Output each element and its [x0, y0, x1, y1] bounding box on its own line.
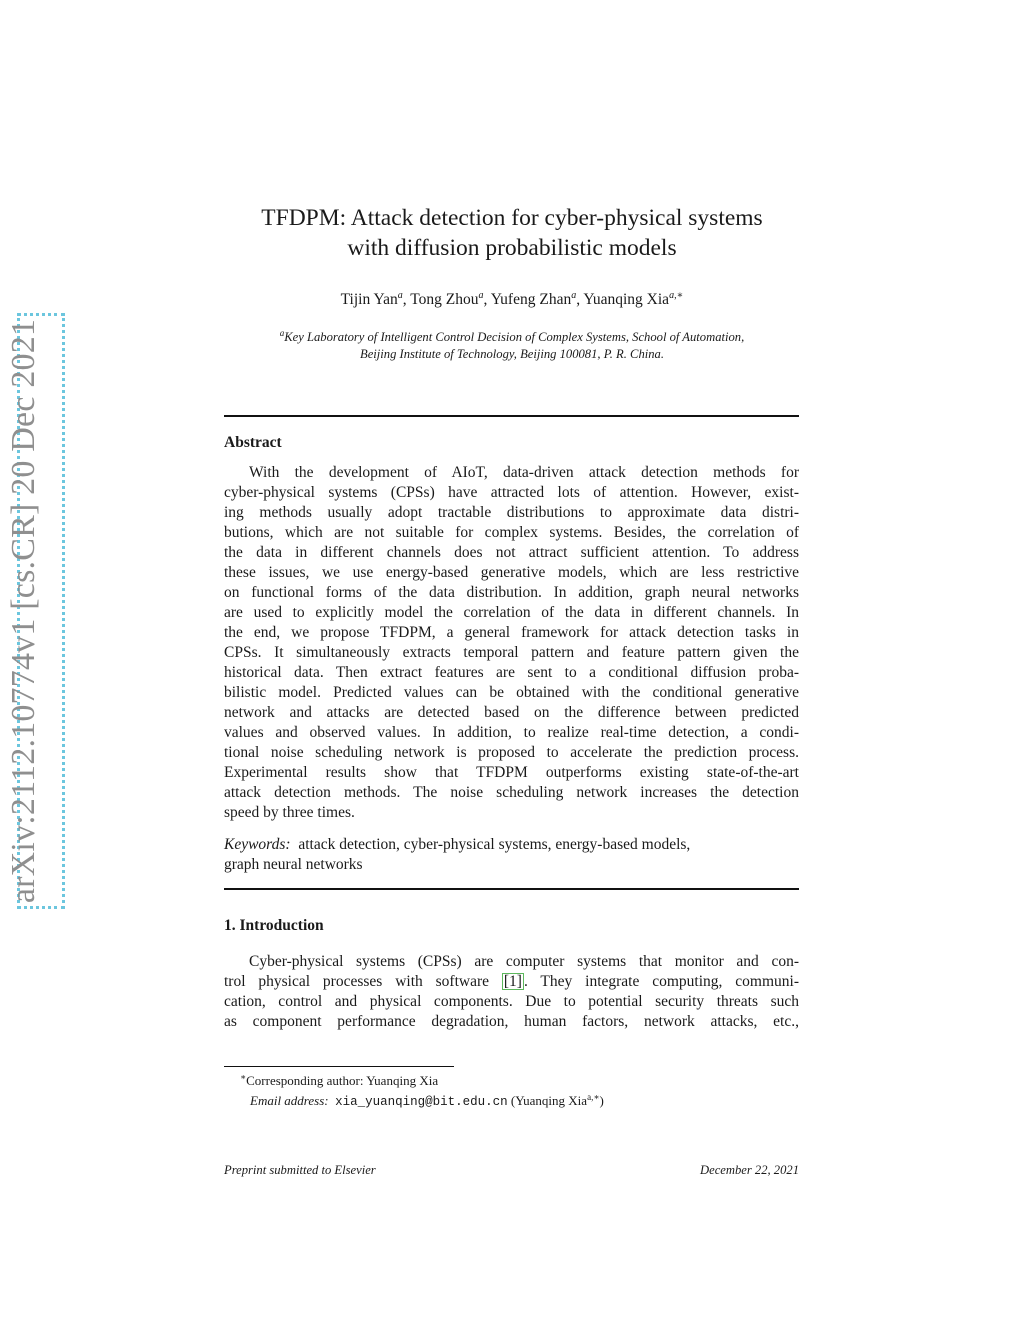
- keywords-line-2: graph neural networks: [224, 856, 363, 873]
- keywords-text-1: attack detection, cyber-physical systems, energy-based models,: [298, 836, 691, 853]
- abstract-line: historical data. Then extract features are sent to a conditional diffusion proba-: [224, 664, 799, 681]
- footnote-email-line: [240, 1089, 800, 1111]
- author-affil-mark: a: [571, 290, 577, 301]
- abstract-line: the end, we propose TFDPM, a general framework for attack detection tasks in: [224, 624, 799, 641]
- keywords-label: Keywords:: [224, 836, 291, 853]
- affil-mark: a: [279, 328, 285, 338]
- author-affil-mark: a: [397, 290, 403, 301]
- abstract-line: butions, which are not suitable for complex systems. Besides, the correlation of: [224, 524, 799, 541]
- affiliation-line-1: [200, 325, 824, 346]
- abstract-heading: Abstract: [224, 434, 282, 451]
- abstract-line: speed by three times.: [224, 804, 355, 821]
- author-name: Yufeng Zhan: [490, 291, 572, 308]
- abstract-line: Experimental results show that TFDPM outperforms existing state-of-the-art: [224, 764, 799, 781]
- author-name: Tong Zhou: [410, 291, 479, 308]
- intro-text: trol physical processes with software: [224, 973, 502, 990]
- abstract-line: bilistic model. Predicted values can be obtained with the conditional generative: [224, 684, 799, 701]
- footnote: [240, 1069, 800, 1111]
- abstract-line: values and observed values. In addition, to realize real-time detection, a condi-: [224, 724, 799, 741]
- intro-line: as component performance degradation, human factors, network attacks, etc.,: [224, 1013, 799, 1030]
- email-owner-close: ): [599, 1093, 604, 1108]
- intro-text: . They integrate computing, communi-: [523, 973, 799, 990]
- abstract-line: network and attacks are detected based on the difference between predicted: [224, 704, 799, 721]
- abstract-line: CPSs. It simultaneously extracts temporal pattern and feature pattern given the: [224, 644, 799, 661]
- preprint-note: Preprint submitted to Elsevier: [224, 1163, 376, 1177]
- author-affil-mark: a: [478, 290, 484, 301]
- affiliation: [200, 325, 824, 363]
- abstract-line: With the development of AIoT, data-driven attack detection methods for: [249, 464, 799, 481]
- email-owner: (Yuanqing Xia: [510, 1093, 588, 1108]
- keywords-line-1: [224, 835, 799, 855]
- affiliation-text-1: Key Laboratory of Intelligent Control Decision of Complex Systems, School of Automation,: [284, 330, 745, 344]
- abstract-top-rule: [224, 415, 799, 417]
- author-name: Yuanqing Xia: [583, 291, 670, 308]
- keywords: [224, 835, 799, 875]
- author-separator: ,: [483, 291, 491, 308]
- author-affil-mark: [669, 290, 683, 301]
- abstract-line: the data in different channels does not attract sufficient attention. To address: [224, 544, 799, 561]
- intro-line: Cyber-physical systems (CPSs) are computer systems that monitor and con-: [249, 953, 799, 970]
- abstract-bottom-rule: [224, 888, 799, 890]
- footnote-corresponding: [240, 1069, 800, 1089]
- author-name: Tijin Yan: [340, 291, 398, 308]
- author-separator: ,: [576, 291, 584, 308]
- abstract-line: are used to explicitly model the correlation of the data in different channels. In: [224, 604, 799, 621]
- email-owner-mark: a,∗: [587, 1092, 600, 1102]
- footnote-marker: ∗: [240, 1072, 247, 1082]
- preprint-date: December 22, 2021: [700, 1163, 799, 1177]
- abstract-line: ing methods usually adopt tractable distributions to approximate data distri-: [224, 504, 799, 521]
- corresponding-author-text: Corresponding author: Yuanqing Xia: [246, 1073, 439, 1088]
- abstract-body: [224, 463, 799, 823]
- email-label: Email address:: [250, 1093, 329, 1108]
- author-affil-letter: a: [669, 290, 675, 301]
- introduction-body: [224, 952, 799, 1032]
- citation-link[interactable]: [1]: [503, 973, 522, 990]
- corresponding-mark: ,∗: [674, 290, 684, 301]
- title-line-1: TFDPM: Attack detection for cyber-physical systems: [261, 205, 763, 231]
- footnote-rule: [224, 1066, 454, 1067]
- abstract-line: attack detection methods. The noise scheduling network increases the detection: [224, 784, 799, 801]
- abstract-line: tional noise scheduling network is proposed to accelerate the prediction process.: [224, 744, 799, 761]
- intro-line: [224, 972, 799, 992]
- abstract-line: these issues, we use energy-based generative models, which are less restrictive: [224, 564, 799, 581]
- author-separator: ,: [402, 291, 411, 308]
- email-address[interactable]: xia_yuanqing@bit.edu.cn: [335, 1095, 508, 1109]
- author-list: [180, 290, 844, 309]
- intro-line: cation, control and physical components. Due to potential security threats such: [224, 993, 799, 1010]
- abstract-line: cyber-physical systems (CPSs) have attracted lots of attention. However, exist-: [224, 484, 799, 501]
- arxiv-identifier[interactable]: arXiv:2112.10774v1 [cs.CR] 20 Dec 2021: [5, 318, 42, 904]
- paper-title: [180, 203, 844, 263]
- introduction-heading: 1. Introduction: [224, 917, 324, 934]
- title-line-2: with diffusion probabilistic models: [347, 235, 677, 261]
- affiliation-line-2: Beijing Institute of Technology, Beijing 100081, P. R. China.: [360, 347, 664, 361]
- abstract-line: on functional forms of the data distribution. In addition, graph neural networks: [224, 584, 799, 601]
